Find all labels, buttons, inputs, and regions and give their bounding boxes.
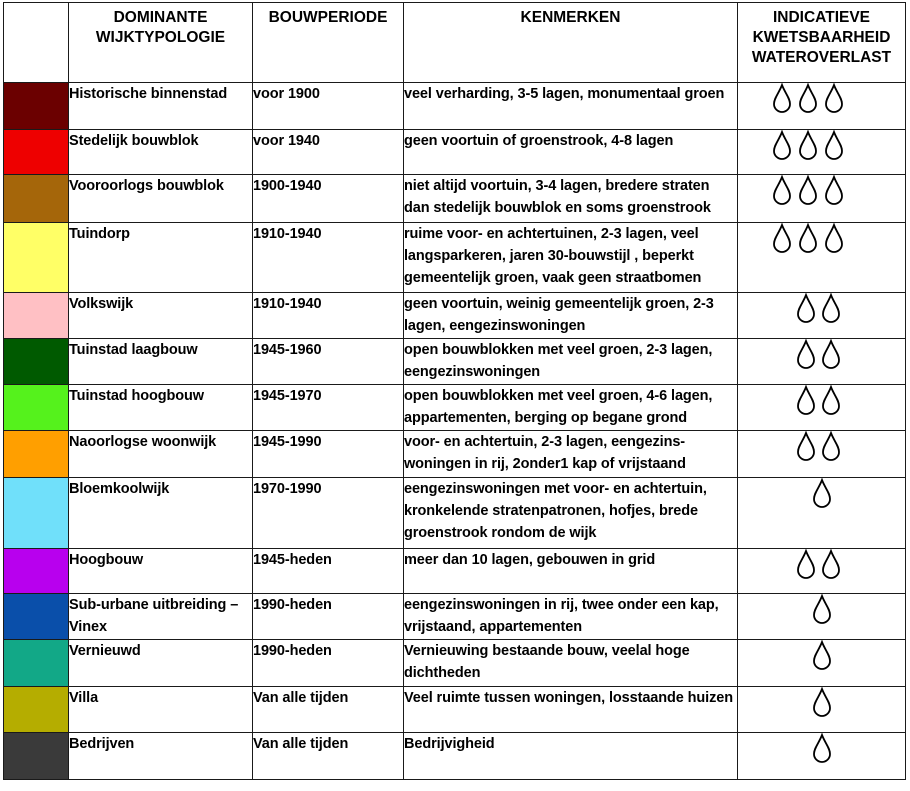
drop-rating	[738, 130, 905, 160]
features-cell: niet altijd voortuin, 3-4 lagen, bredere straten dan stedelijk bouwblok en soms groenstrook	[404, 175, 738, 223]
table-row	[4, 640, 906, 687]
vulnerability-cell	[738, 478, 906, 549]
table-row	[4, 733, 906, 780]
drop-rating	[738, 339, 905, 369]
features-cell: open bouwblokken met veel groen, 4-6 lagen, appartementen, berging op begane grond	[404, 385, 738, 431]
features-cell: ruime voor- en achtertuinen, 2-3 lagen, veel langsparkeren, jaren 30-bouwstijl , beperkt gemeentelijk groen, vaak geen straatbomen	[404, 223, 738, 293]
vulnerability-cell	[738, 733, 906, 780]
water-drop-icon	[821, 293, 841, 323]
color-swatch	[4, 594, 69, 640]
drop-rating	[738, 293, 905, 323]
water-drop-icon	[812, 733, 832, 763]
header-vulnerability: INDICATIEVE KWETSBAARHEID WATEROVERLAST	[738, 3, 906, 83]
water-drop-icon	[796, 431, 816, 461]
header-typology: DOMINANTE WIJKTYPOLOGIE	[69, 3, 253, 83]
features-cell: Vernieuwing bestaande bouw, veelal hoge dichtheden	[404, 640, 738, 687]
header-swatch	[4, 3, 69, 83]
period-cell: 1910-1940	[253, 223, 404, 293]
typology-cell: Hoogbouw	[69, 549, 253, 594]
table-row	[4, 594, 906, 640]
typology-cell: Stedelijk bouwblok	[69, 130, 253, 175]
table-row	[4, 223, 906, 293]
drop-rating	[738, 175, 905, 205]
table-row	[4, 478, 906, 549]
drop-rating	[738, 549, 905, 579]
table-row	[4, 175, 906, 223]
drop-rating	[738, 385, 905, 415]
color-swatch	[4, 130, 69, 175]
vulnerability-cell	[738, 293, 906, 339]
features-cell: meer dan 10 lagen, gebouwen in grid	[404, 549, 738, 594]
period-cell: Van alle tijden	[253, 687, 404, 733]
period-cell: 1945-1970	[253, 385, 404, 431]
water-drop-icon	[796, 293, 816, 323]
vulnerability-cell	[738, 594, 906, 640]
water-drop-icon	[772, 130, 792, 160]
period-cell: 1945-heden	[253, 549, 404, 594]
period-cell: 1910-1940	[253, 293, 404, 339]
typology-cell: Volkswijk	[69, 293, 253, 339]
period-cell: 1990-heden	[253, 594, 404, 640]
period-cell: 1900-1940	[253, 175, 404, 223]
features-cell: geen voortuin, weinig gemeentelijk groen, 2-3 lagen, eengezinswoningen	[404, 293, 738, 339]
typology-cell: Tuinstad laagbouw	[69, 339, 253, 385]
water-drop-icon	[812, 594, 832, 624]
water-drop-icon	[796, 549, 816, 579]
vulnerability-cell	[738, 339, 906, 385]
header-features: KENMERKEN	[404, 3, 738, 83]
water-drop-icon	[772, 175, 792, 205]
vulnerability-cell	[738, 687, 906, 733]
table-row	[4, 549, 906, 594]
vulnerability-cell	[738, 223, 906, 293]
water-drop-icon	[812, 478, 832, 508]
water-drop-icon	[824, 83, 844, 113]
vulnerability-cell	[738, 431, 906, 478]
typology-cell: Vernieuwd	[69, 640, 253, 687]
typology-cell: Vooroorlogs bouwblok	[69, 175, 253, 223]
features-cell: veel verharding, 3-5 lagen, monumentaal groen	[404, 83, 738, 130]
water-drop-icon	[798, 223, 818, 253]
typology-cell: Tuinstad hoogbouw	[69, 385, 253, 431]
table-row	[4, 339, 906, 385]
features-cell: eengezinswoningen met voor- en achtertuin, kronkelende stratenpatronen, hofjes, brede groenstrook rondom de wijk	[404, 478, 738, 549]
typology-cell: Villa	[69, 687, 253, 733]
water-drop-icon	[821, 431, 841, 461]
water-drop-icon	[812, 640, 832, 670]
vulnerability-cell	[738, 549, 906, 594]
water-drop-icon	[821, 549, 841, 579]
table-row	[4, 293, 906, 339]
drop-rating	[738, 431, 905, 461]
table-row	[4, 431, 906, 478]
color-swatch	[4, 385, 69, 431]
color-swatch	[4, 478, 69, 549]
period-cell: 1945-1960	[253, 339, 404, 385]
header-period: BOUWPERIODE	[253, 3, 404, 83]
table-row	[4, 130, 906, 175]
vulnerability-cell	[738, 130, 906, 175]
drop-rating	[738, 687, 905, 717]
color-swatch	[4, 733, 69, 780]
wijktypologie-table	[3, 2, 906, 780]
color-swatch	[4, 431, 69, 478]
color-swatch	[4, 549, 69, 594]
drop-rating	[738, 733, 905, 763]
water-drop-icon	[798, 175, 818, 205]
vulnerability-cell	[738, 640, 906, 687]
water-drop-icon	[824, 130, 844, 160]
water-drop-icon	[824, 175, 844, 205]
features-cell: voor- en achtertuin, 2-3 lagen, eengezins-woningen in rij, 2onder1 kap of vrijstaand	[404, 431, 738, 478]
period-cell: voor 1940	[253, 130, 404, 175]
typology-cell: Historische binnenstad	[69, 83, 253, 130]
vulnerability-cell	[738, 385, 906, 431]
water-drop-icon	[812, 687, 832, 717]
vulnerability-cell	[738, 83, 906, 130]
drop-rating	[738, 594, 905, 624]
features-cell: geen voortuin of groenstrook, 4-8 lagen	[404, 130, 738, 175]
period-cell: voor 1900	[253, 83, 404, 130]
vulnerability-cell	[738, 175, 906, 223]
color-swatch	[4, 175, 69, 223]
table-row	[4, 385, 906, 431]
water-drop-icon	[796, 339, 816, 369]
features-cell: eengezinswoningen in rij, twee onder een kap, vrijstaand, appartementen	[404, 594, 738, 640]
typology-cell: Tuindorp	[69, 223, 253, 293]
water-drop-icon	[772, 83, 792, 113]
features-cell: Veel ruimte tussen woningen, losstaande huizen	[404, 687, 738, 733]
drop-rating	[738, 640, 905, 670]
color-swatch	[4, 223, 69, 293]
water-drop-icon	[821, 339, 841, 369]
drop-rating	[738, 83, 905, 113]
period-cell: 1945-1990	[253, 431, 404, 478]
water-drop-icon	[796, 385, 816, 415]
color-swatch	[4, 640, 69, 687]
table-row	[4, 83, 906, 130]
water-drop-icon	[798, 83, 818, 113]
features-cell: open bouwblokken met veel groen, 2-3 lagen, eengezinswoningen	[404, 339, 738, 385]
typology-cell: Bloemkoolwijk	[69, 478, 253, 549]
color-swatch	[4, 293, 69, 339]
drop-rating	[738, 478, 905, 508]
water-drop-icon	[772, 223, 792, 253]
header-row	[4, 3, 906, 83]
water-drop-icon	[824, 223, 844, 253]
table-row	[4, 687, 906, 733]
color-swatch	[4, 83, 69, 130]
typology-cell: Naoorlogse woonwijk	[69, 431, 253, 478]
features-cell: Bedrijvigheid	[404, 733, 738, 780]
color-swatch	[4, 687, 69, 733]
drop-rating	[738, 223, 905, 253]
typology-cell: Bedrijven	[69, 733, 253, 780]
water-drop-icon	[798, 130, 818, 160]
typology-cell: Sub-urbane uitbreiding – Vinex	[69, 594, 253, 640]
period-cell: 1970-1990	[253, 478, 404, 549]
period-cell: Van alle tijden	[253, 733, 404, 780]
color-swatch	[4, 339, 69, 385]
table-body	[4, 83, 906, 780]
water-drop-icon	[821, 385, 841, 415]
period-cell: 1990-heden	[253, 640, 404, 687]
